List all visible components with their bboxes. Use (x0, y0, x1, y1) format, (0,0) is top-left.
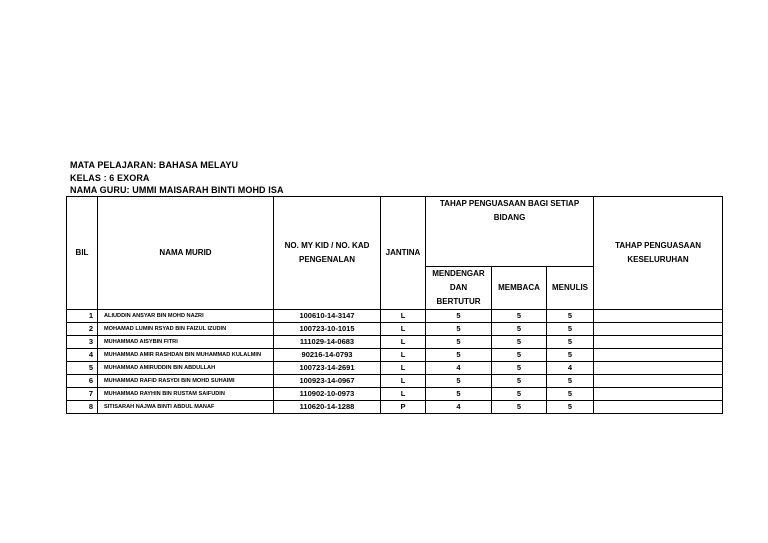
table-header-row (67, 197, 723, 267)
table-body (67, 310, 723, 414)
cell-gender: P (381, 401, 426, 414)
table-row (67, 375, 723, 388)
table-row (67, 336, 723, 349)
cell-writing-score: 4 (547, 362, 594, 375)
cell-reading-score: 5 (492, 323, 547, 336)
col-writing-header: MENULIS (547, 267, 594, 310)
cell-student-name: MUHAMMAD RAYHIN BIN RUSTAM SAIFUDIN (98, 388, 274, 401)
cell-id-number: 110620-14-1288 (274, 401, 381, 414)
cell-reading-score: 5 (492, 336, 547, 349)
cell-reading-score: 5 (492, 310, 547, 323)
table-row (67, 362, 723, 375)
cell-bil: 6 (67, 375, 98, 388)
cell-writing-score: 5 (547, 349, 594, 362)
table-row (67, 323, 723, 336)
cell-writing-score: 5 (547, 375, 594, 388)
cell-overall-score (594, 336, 723, 349)
cell-bil: 5 (67, 362, 98, 375)
cell-bil: 2 (67, 323, 98, 336)
cell-gender: L (381, 310, 426, 323)
cell-overall-score (594, 349, 723, 362)
table-row (67, 401, 723, 414)
subject-line: MATA PELAJARAN: BAHASA MELAYU (70, 160, 239, 170)
cell-listening-score: 5 (426, 323, 492, 336)
cell-gender: L (381, 388, 426, 401)
class-line: KELAS : 6 EXORA (70, 172, 150, 183)
cell-writing-score: 5 (547, 388, 594, 401)
cell-listening-score: 4 (426, 401, 492, 414)
cell-bil: 7 (67, 388, 98, 401)
cell-reading-score: 5 (492, 362, 547, 375)
cell-bil: 4 (67, 349, 98, 362)
cell-gender: L (381, 336, 426, 349)
document-header (70, 159, 284, 197)
cell-writing-score: 5 (547, 310, 594, 323)
cell-overall-score (594, 375, 723, 388)
cell-gender: L (381, 375, 426, 388)
cell-overall-score (594, 388, 723, 401)
table-row (67, 349, 723, 362)
cell-student-name: MUHAMMAD AISYBIN FITRI (98, 336, 274, 349)
cell-overall-score (594, 323, 723, 336)
cell-id-number: 100723-14-2691 (274, 362, 381, 375)
cell-listening-score: 5 (426, 310, 492, 323)
col-overall-header: TAHAP PENGUASAAN KESELURUHAN (594, 197, 723, 310)
cell-reading-score: 5 (492, 388, 547, 401)
col-gender-header: JANTINA (381, 197, 426, 310)
cell-overall-score (594, 401, 723, 414)
cell-listening-score: 5 (426, 388, 492, 401)
cell-listening-score: 5 (426, 375, 492, 388)
cell-writing-score: 5 (547, 323, 594, 336)
cell-bil: 8 (67, 401, 98, 414)
cell-id-number: 100923-14-0967 (274, 375, 381, 388)
cell-id-number: 110902-10-0973 (274, 388, 381, 401)
cell-reading-score: 5 (492, 375, 547, 388)
cell-listening-score: 5 (426, 336, 492, 349)
cell-student-name: MOHAMAD LUMIN RSYAD BIN FAIZUL IZUDIN (98, 323, 274, 336)
cell-listening-score: 4 (426, 362, 492, 375)
cell-gender: L (381, 362, 426, 375)
cell-bil: 1 (67, 310, 98, 323)
cell-reading-score: 5 (492, 401, 547, 414)
cell-writing-score: 5 (547, 336, 594, 349)
col-id-header: NO. MY KID / NO. KAD PENGENALAN (274, 197, 381, 310)
teacher-line: NAMA GURU: UMMI MAISARAH BINTI MOHD ISA (70, 185, 284, 195)
cell-student-name: MUHAMMAD RAFID RASYDI BIN MOHD SUHAIMI (98, 375, 274, 388)
cell-student-name: SITISARAH NAJWA BINTI ABDUL MANAF (98, 401, 274, 414)
cell-student-name: MUHAMMAD AMIRUDDIN BIN ABDULLAH (98, 362, 274, 375)
cell-id-number: 100610-14-3147 (274, 310, 381, 323)
col-listening-header: MENDENGAR DAN BERTUTUR (426, 267, 492, 310)
cell-student-name: ALIUDDIN ANSYAR BIN MOHD NAZRI (98, 310, 274, 323)
cell-id-number: 111029-14-0683 (274, 336, 381, 349)
cell-id-number: 100723-10-1015 (274, 323, 381, 336)
table-row (67, 310, 723, 323)
table-row (67, 388, 723, 401)
cell-bil: 3 (67, 336, 98, 349)
col-name-header: NAMA MURID (98, 197, 274, 310)
cell-student-name: MUHAMMAD AMIR RASHDAN BIN MUHAMMAD KULALMIN (98, 349, 274, 362)
cell-overall-score (594, 362, 723, 375)
cell-id-number: 90216-14-0793 (274, 349, 381, 362)
col-bil-header: BIL (67, 197, 98, 310)
cell-listening-score: 5 (426, 349, 492, 362)
student-mastery-table (66, 196, 723, 414)
cell-gender: L (381, 323, 426, 336)
cell-overall-score (594, 310, 723, 323)
cell-gender: L (381, 349, 426, 362)
col-reading-header: MEMBACA (492, 267, 547, 310)
cell-reading-score: 5 (492, 349, 547, 362)
cell-writing-score: 5 (547, 401, 594, 414)
col-field-group-header: TAHAP PENGUASAAN BAGI SETIAP BIDANG (426, 197, 594, 267)
